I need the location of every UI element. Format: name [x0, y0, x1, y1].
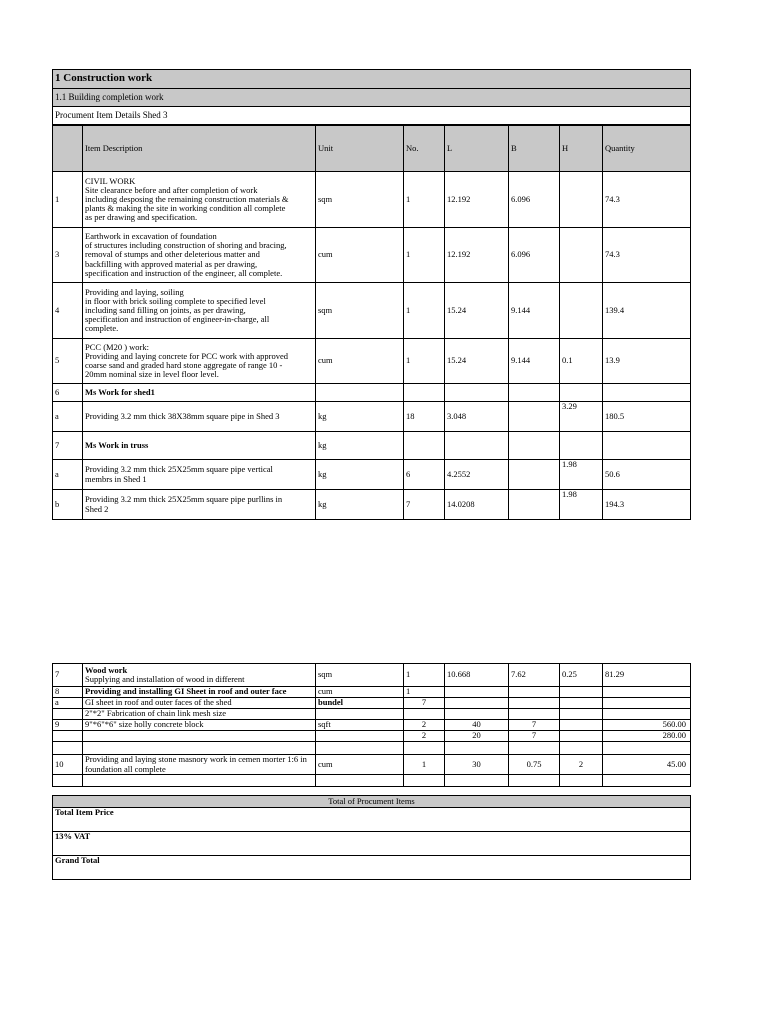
item-number: 8: [53, 687, 83, 698]
description-line: Shed 2: [85, 503, 109, 514]
description-line: as per drawing and specification.: [85, 212, 198, 223]
table-row: [53, 731, 691, 742]
quantity-cell: 280.00: [603, 731, 691, 742]
height-cell: [560, 731, 603, 742]
table-row: [53, 384, 691, 402]
count-cell: [404, 432, 445, 460]
quantity-cell: [603, 384, 691, 402]
height-cell: [560, 709, 603, 720]
length-cell: 14.0208: [445, 490, 509, 520]
item-description: [83, 460, 316, 490]
item-number: [53, 775, 83, 787]
table-row: [53, 402, 691, 432]
description-line: Providing 3.2 mm thick 25X25mm square pipe vertical: [85, 464, 273, 475]
unit-cell: [316, 742, 404, 755]
description-line: Supplying and installation of wood in different: [85, 674, 245, 684]
item-number: b: [53, 490, 83, 520]
count-cell: 2: [404, 720, 445, 731]
height-cell: 2: [560, 755, 603, 775]
description-line: Providing and laying stone masnory work in cemen morter 1:6 in foundation all complete: [85, 754, 307, 774]
count-cell: 1: [404, 664, 445, 687]
height-cell: [560, 283, 603, 339]
count-cell: 7: [404, 698, 445, 709]
height-cell: [560, 720, 603, 731]
unit-cell: kg: [316, 402, 404, 432]
height-cell: [560, 698, 603, 709]
total-item-price-label: Total Item Price: [53, 808, 691, 832]
height-cell: 0.1: [560, 339, 603, 384]
table-row: [53, 490, 691, 520]
column-header: L: [445, 126, 509, 172]
description-line: 2"*2" Fabrication of chain link mesh size: [85, 708, 227, 719]
table-row: [53, 664, 691, 687]
length-cell: 30: [445, 755, 509, 775]
length-cell: 3.048: [445, 402, 509, 432]
breadth-cell: 6.096: [509, 172, 560, 228]
breadth-cell: [509, 687, 560, 698]
breadth-cell: [509, 384, 560, 402]
description-bold: Wood work: [85, 664, 128, 675]
description-line: Earthwork in excavation of foundation: [85, 231, 217, 242]
item-description: [83, 731, 316, 742]
count-cell: [404, 384, 445, 402]
header-row: [53, 126, 691, 172]
quantity-cell: [603, 742, 691, 755]
quantity-cell: 74.3: [603, 228, 691, 283]
description-line: Providing and laying, soiling: [85, 286, 184, 297]
length-cell: 12.192: [445, 228, 509, 283]
description-line: including desposing the remaining construction materials &: [85, 193, 289, 204]
item-description: [83, 384, 316, 402]
count-cell: 1: [404, 283, 445, 339]
description-line: Providing and laying concrete for PCC work with approved: [85, 350, 289, 361]
description-line: Providing 3.2 mm thick 25X25mm square pipe purllins in: [85, 494, 283, 505]
unit-cell: bundel: [316, 698, 404, 709]
length-cell: 40: [445, 720, 509, 731]
description-line: membrs in Shed 1: [85, 473, 147, 484]
vat-label: 13% VAT: [53, 832, 691, 856]
count-cell: 7: [404, 490, 445, 520]
count-cell: 1: [404, 687, 445, 698]
height-cell: 3.29: [560, 402, 603, 432]
breadth-cell: [509, 698, 560, 709]
unit-cell: sqft: [316, 720, 404, 731]
breadth-cell: 7.62: [509, 664, 560, 687]
item-number: a: [53, 698, 83, 709]
totals-table: [52, 795, 691, 880]
length-cell: 12.192: [445, 172, 509, 228]
table-row: [53, 339, 691, 384]
breadth-cell: 9.144: [509, 339, 560, 384]
description-line: CIVIL WORK: [85, 175, 136, 186]
description-line: removal of stumps and other deleterious matter and: [85, 249, 260, 260]
description-line: in floor with brick soiling complete to specified level: [85, 295, 266, 306]
breadth-cell: 0.75: [509, 755, 560, 775]
breadth-cell: [509, 460, 560, 490]
procurement-table: [52, 125, 691, 520]
table-row: [53, 283, 691, 339]
column-header: Quantity: [603, 126, 691, 172]
count-cell: 1: [404, 339, 445, 384]
quantity-cell: 81.29: [603, 664, 691, 687]
height-cell: [560, 228, 603, 283]
table-row: [53, 742, 691, 755]
table-row: [53, 698, 691, 709]
count-cell: 1: [404, 228, 445, 283]
quantity-cell: 50.6: [603, 460, 691, 490]
description-line: coarse sand and graded hard stone aggregate of range 10 -: [85, 360, 283, 370]
length-cell: [445, 384, 509, 402]
table-row: [53, 775, 691, 787]
column-header: No.: [404, 126, 445, 172]
height-cell: [560, 384, 603, 402]
breadth-cell: 6.096: [509, 228, 560, 283]
unit-cell: sqm: [316, 664, 404, 687]
item-number: 5: [53, 339, 83, 384]
section-header-table: [52, 69, 691, 125]
column-header: H: [560, 126, 603, 172]
description-line: 9"*6"*6" size holly concrete block: [85, 719, 204, 730]
count-cell: 1: [404, 172, 445, 228]
breadth-cell: [509, 775, 560, 787]
item-description: [83, 228, 316, 283]
table-row: [53, 755, 691, 775]
unit-cell: [316, 709, 404, 720]
length-cell: [445, 709, 509, 720]
unit-cell: cum: [316, 687, 404, 698]
item-description: [83, 687, 316, 698]
length-cell: [445, 698, 509, 709]
length-cell: 10.668: [445, 664, 509, 687]
breadth-cell: 9.144: [509, 283, 560, 339]
table-row: [53, 720, 691, 731]
column-header: Unit: [316, 126, 404, 172]
table-row: [53, 709, 691, 720]
item-description: [83, 402, 316, 432]
unit-cell: [316, 384, 404, 402]
description-line: PCC (M20 ) work:: [85, 341, 149, 352]
description-line: plants & making the site in working condition all complete: [85, 203, 286, 214]
count-cell: 2: [404, 731, 445, 742]
unit-cell: [316, 775, 404, 787]
section-subtitle: 1.1 Building completion work: [53, 89, 691, 107]
unit-cell: sqm: [316, 172, 404, 228]
item-description: [83, 742, 316, 755]
description-line: specification and instruction of engineer-in-charge, all: [85, 314, 270, 325]
length-cell: 4.2552: [445, 460, 509, 490]
table-row: [53, 460, 691, 490]
quantity-cell: 194.3: [603, 490, 691, 520]
item-number: 1: [53, 172, 83, 228]
length-cell: 20: [445, 731, 509, 742]
table-row: [53, 228, 691, 283]
item-number: 10: [53, 755, 83, 775]
unit-cell: sqm: [316, 283, 404, 339]
table-row: [53, 172, 691, 228]
unit-cell: cum: [316, 339, 404, 384]
description-line: Site clearance before and after completion of work: [85, 184, 258, 195]
height-cell: [560, 432, 603, 460]
length-cell: [445, 687, 509, 698]
height-cell: 1.98: [560, 490, 603, 520]
table-row: [53, 687, 691, 698]
length-cell: [445, 775, 509, 787]
description-line: including sand filling on joints, as per drawing,: [85, 304, 246, 315]
item-number: 9: [53, 720, 83, 731]
item-number: 7: [53, 432, 83, 460]
length-cell: 15.24: [445, 339, 509, 384]
breadth-cell: [509, 402, 560, 432]
description-bold: Providing and installing GI Sheet in roof and outer face: [85, 686, 287, 697]
count-cell: [404, 742, 445, 755]
unit-cell: kg: [316, 432, 404, 460]
length-cell: [445, 432, 509, 460]
item-number: a: [53, 460, 83, 490]
quantity-cell: [603, 709, 691, 720]
column-header: Item Description: [83, 126, 316, 172]
item-number: [53, 731, 83, 742]
description-line: backfilling with approved material as per drawing,: [85, 258, 258, 269]
item-description: [83, 432, 316, 460]
procurement-table-2: [52, 663, 691, 787]
height-cell: [560, 172, 603, 228]
total-procurement-label: Total of Procument Items: [53, 796, 691, 808]
item-number: a: [53, 402, 83, 432]
breadth-cell: [509, 432, 560, 460]
column-header: [53, 126, 83, 172]
item-number: [53, 709, 83, 720]
breadth-cell: 7: [509, 720, 560, 731]
breadth-cell: [509, 490, 560, 520]
item-number: 7: [53, 664, 83, 687]
item-description: [83, 283, 316, 339]
item-number: 4: [53, 283, 83, 339]
count-cell: 6: [404, 460, 445, 490]
item-number: [53, 742, 83, 755]
quantity-cell: [603, 432, 691, 460]
breadth-cell: [509, 742, 560, 755]
count-cell: [404, 709, 445, 720]
breadth-cell: 7: [509, 731, 560, 742]
unit-cell: kg: [316, 460, 404, 490]
item-number: 6: [53, 384, 83, 402]
height-cell: [560, 775, 603, 787]
procurement-title: Procument Item Details Shed 3: [53, 107, 691, 125]
item-description: [83, 172, 316, 228]
section-title: 1 Construction work: [53, 70, 691, 89]
description-line: Providing 3.2 mm thick 38X38mm square pipe in Shed 3: [85, 410, 280, 421]
quantity-cell: 45.00: [603, 755, 691, 775]
height-cell: [560, 687, 603, 698]
quantity-cell: 560.00: [603, 720, 691, 731]
item-description: [83, 339, 316, 384]
item-description: [83, 698, 316, 709]
quantity-cell: 139.4: [603, 283, 691, 339]
quantity-cell: [603, 698, 691, 709]
description-line: specification and instruction of the engineer, all complete.: [85, 267, 283, 278]
quantity-cell: [603, 775, 691, 787]
quantity-cell: 74.3: [603, 172, 691, 228]
height-cell: [560, 742, 603, 755]
table-row: [53, 432, 691, 460]
unit-cell: cum: [316, 755, 404, 775]
count-cell: [404, 775, 445, 787]
item-description: [83, 664, 316, 687]
unit-cell: cum: [316, 228, 404, 283]
breadth-cell: [509, 709, 560, 720]
length-cell: 15.24: [445, 283, 509, 339]
column-header: B: [509, 126, 560, 172]
unit-cell: kg: [316, 490, 404, 520]
quantity-cell: 180.5: [603, 402, 691, 432]
count-cell: 18: [404, 402, 445, 432]
description-line: of structures including construction of shoring and bracing,: [85, 240, 287, 251]
description-line: GI sheet in roof and outer faces of the shed: [85, 697, 232, 708]
height-cell: 1.98: [560, 460, 603, 490]
item-description: [83, 709, 316, 720]
item-number: 3: [53, 228, 83, 283]
count-cell: 1: [404, 755, 445, 775]
description-line: 20mm nominal size in level floor level.: [85, 369, 219, 380]
item-description: [83, 720, 316, 731]
item-description: [83, 490, 316, 520]
item-description: [83, 755, 316, 775]
unit-cell: [316, 731, 404, 742]
length-cell: [445, 742, 509, 755]
description-line: complete.: [85, 323, 119, 334]
item-description: [83, 775, 316, 787]
height-cell: 0.25: [560, 664, 603, 687]
description-line: Ms Work for shed1: [85, 386, 155, 397]
quantity-cell: [603, 687, 691, 698]
quantity-cell: 13.9: [603, 339, 691, 384]
description-line: Ms Work in truss: [85, 439, 149, 450]
grand-total-label: Grand Total: [53, 856, 691, 880]
